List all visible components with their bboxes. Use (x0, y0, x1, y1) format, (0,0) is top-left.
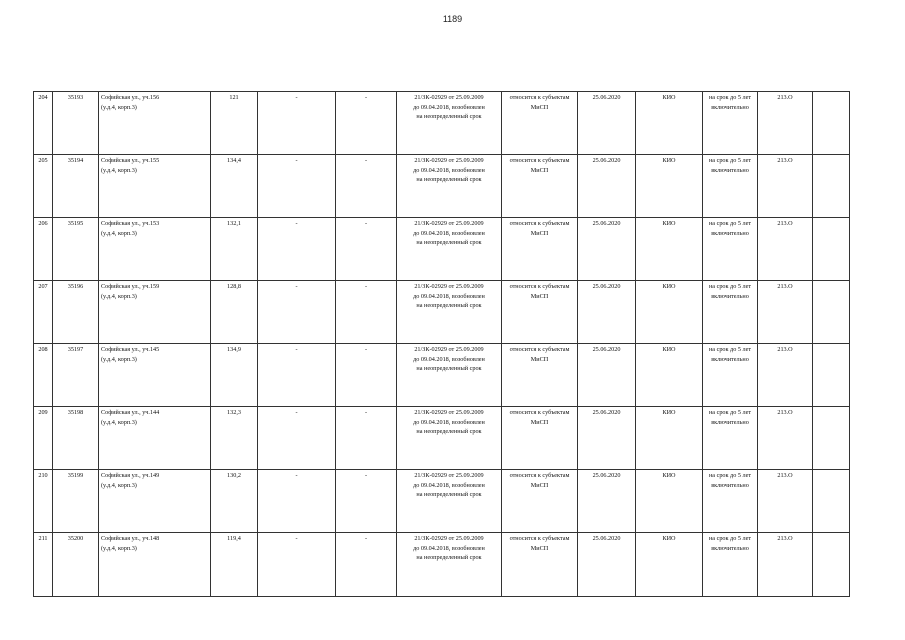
cell-doc3: на неопределенный срок (416, 491, 482, 498)
cell-note1: относится к субъектам (509, 220, 570, 227)
cell-date: 25.06.2020 (592, 283, 621, 290)
cell-dash2: - (364, 346, 368, 353)
category-cell (502, 218, 578, 281)
cell-dash2: - (364, 472, 368, 479)
cell-doc3: на неопределенный срок (416, 113, 482, 120)
area-cell (211, 470, 258, 533)
date-cell (578, 281, 636, 344)
organization-cell (636, 344, 703, 407)
term-cell (703, 407, 758, 470)
cell-dash2: - (364, 220, 368, 227)
document-cell (397, 533, 502, 597)
cell-dash1: - (295, 472, 298, 479)
cell-org: КИО (662, 94, 676, 101)
cell-code: 213.О (777, 472, 793, 479)
cell-doc1: 21/ЗК-02929 от 25.09.2009 (414, 535, 484, 542)
cell-note2: МиСП (530, 481, 549, 489)
table-row (34, 92, 850, 155)
cell-num: 204 (38, 94, 48, 101)
cell-addr2: (у.д.4, корп.3) (101, 166, 137, 174)
object-id (53, 218, 99, 281)
blank-cell (813, 470, 850, 533)
cell-addr1: Софийская ул., уч.149 (101, 472, 160, 479)
cell-org: КИО (662, 472, 676, 479)
term-cell (703, 92, 758, 155)
table-row (34, 344, 850, 407)
cell-addr2: (у.д.4, корп.3) (101, 103, 137, 111)
code-cell (758, 344, 813, 407)
page-number: 1189 (442, 14, 463, 24)
empty-cell-2 (336, 155, 397, 218)
area-cell (211, 92, 258, 155)
address-cell (99, 533, 211, 597)
code-cell (758, 407, 813, 470)
document-cell (397, 281, 502, 344)
cell-note2: МиСП (530, 418, 549, 426)
cell-dash1: - (295, 220, 298, 227)
cell-doc2: до 09.04.2018, возобновлен (413, 103, 485, 111)
date-cell (578, 533, 636, 597)
term-cell (703, 344, 758, 407)
cell-doc3: на неопределенный срок (416, 428, 482, 435)
organization-cell (636, 218, 703, 281)
cell-term2: включительно (711, 103, 749, 111)
cell-addr1: Софийская ул., уч.153 (101, 220, 160, 227)
row-number (34, 218, 53, 281)
organization-cell (636, 92, 703, 155)
cell-addr2: (у.д.4, корп.3) (101, 355, 137, 363)
cell-dash2: - (364, 409, 368, 416)
cell-term1: на срок до 5 лет (708, 409, 752, 416)
table-row (34, 533, 850, 597)
cell-doc2: до 09.04.2018, возобновлен (413, 166, 485, 174)
document-cell (397, 155, 502, 218)
cell-note1: относится к субъектам (509, 409, 570, 416)
organization-cell (636, 533, 703, 597)
cell-term2: включительно (711, 229, 749, 237)
cell-term1: на срок до 5 лет (708, 472, 752, 479)
cell-id: 35194 (67, 157, 84, 164)
term-cell (703, 533, 758, 597)
date-cell (578, 470, 636, 533)
blank-cell (813, 155, 850, 218)
cell-num: 205 (38, 157, 48, 164)
cell-area: 132,1 (227, 220, 241, 227)
cell-dash1: - (295, 283, 298, 290)
cell-note1: относится к субъектам (509, 157, 570, 164)
organization-cell (636, 407, 703, 470)
cell-num: 208 (38, 346, 48, 353)
term-cell (703, 155, 758, 218)
cell-addr2: (у.д.4, корп.3) (101, 418, 137, 426)
cell-note2: МиСП (530, 355, 549, 363)
cell-doc2: до 09.04.2018, возобновлен (413, 481, 485, 489)
empty-cell-2 (336, 470, 397, 533)
cell-dash2: - (364, 94, 368, 101)
category-cell (502, 281, 578, 344)
cell-note1: относится к субъектам (509, 535, 570, 542)
category-cell (502, 533, 578, 597)
term-cell (703, 218, 758, 281)
organization-cell (636, 281, 703, 344)
category-cell (502, 407, 578, 470)
cell-code: 213.О (777, 409, 793, 416)
term-cell (703, 281, 758, 344)
organization-cell (636, 155, 703, 218)
cell-org: КИО (662, 409, 676, 416)
cell-term2: включительно (711, 544, 749, 552)
cell-dash1: - (295, 346, 298, 353)
cell-doc1: 21/ЗК-02929 от 25.09.2009 (414, 94, 484, 101)
cell-term1: на срок до 5 лет (708, 157, 752, 164)
cell-doc1: 21/ЗК-02929 от 25.09.2009 (414, 472, 484, 479)
code-cell (758, 218, 813, 281)
cell-dash2: - (364, 157, 368, 164)
cell-term1: на срок до 5 лет (708, 283, 752, 290)
date-cell (578, 344, 636, 407)
empty-cell-1 (258, 218, 336, 281)
document-cell (397, 218, 502, 281)
cell-dash2: - (364, 283, 368, 290)
cell-note2: МиСП (530, 103, 549, 111)
blank-cell (813, 533, 850, 597)
object-id (53, 407, 99, 470)
cell-term2: включительно (711, 292, 749, 300)
empty-cell-1 (258, 92, 336, 155)
cell-date: 25.06.2020 (592, 157, 621, 164)
address-cell (99, 92, 211, 155)
cell-area: 119,4 (227, 535, 241, 542)
category-cell (502, 92, 578, 155)
cell-term1: на срок до 5 лет (708, 346, 752, 353)
row-number (34, 155, 53, 218)
cell-addr1: Софийская ул., уч.144 (101, 409, 160, 416)
cell-num: 211 (38, 535, 48, 542)
blank-cell (813, 218, 850, 281)
empty-cell-2 (336, 344, 397, 407)
cell-addr1: Софийская ул., уч.156 (101, 94, 160, 101)
cell-note1: относится к субъектам (509, 283, 570, 290)
object-id (53, 533, 99, 597)
cell-doc1: 21/ЗК-02929 от 25.09.2009 (414, 283, 484, 290)
empty-cell-2 (336, 407, 397, 470)
table-row (34, 407, 850, 470)
row-number (34, 533, 53, 597)
empty-cell-1 (258, 281, 336, 344)
cell-doc2: до 09.04.2018, возобновлен (413, 292, 485, 300)
cell-term2: включительно (711, 418, 749, 426)
cell-date: 25.06.2020 (592, 346, 621, 353)
cell-org: КИО (662, 157, 676, 164)
area-cell (211, 281, 258, 344)
cell-dash1: - (295, 157, 298, 164)
cell-area: 130,2 (227, 472, 241, 479)
cell-id: 35199 (67, 472, 84, 479)
cell-doc3: на неопределенный срок (416, 365, 482, 372)
cell-doc3: на неопределенный срок (416, 302, 482, 309)
area-cell (211, 155, 258, 218)
cell-doc1: 21/ЗК-02929 от 25.09.2009 (414, 346, 484, 353)
area-cell (211, 344, 258, 407)
row-number (34, 281, 53, 344)
object-id (53, 344, 99, 407)
cell-addr2: (у.д.4, корп.3) (101, 292, 137, 300)
register-table (33, 91, 850, 597)
cell-area: 134,4 (227, 157, 241, 164)
cell-doc2: до 09.04.2018, возобновлен (413, 229, 485, 237)
address-cell (99, 218, 211, 281)
blank-cell (813, 92, 850, 155)
cell-id: 35195 (67, 220, 84, 227)
cell-org: КИО (662, 283, 676, 290)
cell-note1: относится к субъектам (509, 94, 570, 101)
cell-addr2: (у.д.4, корп.3) (101, 481, 137, 489)
code-cell (758, 92, 813, 155)
blank-cell (813, 281, 850, 344)
object-id (53, 281, 99, 344)
category-cell (502, 344, 578, 407)
cell-doc2: до 09.04.2018, возобновлен (413, 418, 485, 426)
cell-addr2: (у.д.4, корп.3) (101, 229, 137, 237)
cell-date: 25.06.2020 (592, 409, 621, 416)
cell-code: 213.О (777, 283, 793, 290)
date-cell (578, 92, 636, 155)
cell-code: 213.О (777, 157, 793, 164)
table-row (34, 155, 850, 218)
cell-note2: МиСП (530, 166, 549, 174)
area-cell (211, 218, 258, 281)
empty-cell-1 (258, 470, 336, 533)
code-cell (758, 281, 813, 344)
cell-org: КИО (662, 346, 676, 353)
cell-doc2: до 09.04.2018, возобновлен (413, 355, 485, 363)
empty-cell-2 (336, 281, 397, 344)
cell-date: 25.06.2020 (592, 472, 621, 479)
cell-doc3: на неопределенный срок (416, 554, 482, 561)
blank-cell (813, 344, 850, 407)
cell-dash1: - (295, 535, 298, 542)
cell-area: 128,8 (227, 283, 241, 290)
category-cell (502, 470, 578, 533)
blank-cell (813, 407, 850, 470)
area-cell (211, 533, 258, 597)
cell-org: КИО (662, 535, 676, 542)
cell-doc1: 21/ЗК-02929 от 25.09.2009 (414, 157, 484, 164)
cell-addr2: (у.д.4, корп.3) (101, 544, 137, 552)
cell-doc1: 21/ЗК-02929 от 25.09.2009 (414, 220, 484, 227)
cell-dash1: - (295, 94, 298, 101)
address-cell (99, 407, 211, 470)
cell-id: 35193 (67, 94, 84, 101)
cell-doc3: на неопределенный срок (416, 239, 482, 246)
empty-cell-1 (258, 155, 336, 218)
cell-term1: на срок до 5 лет (708, 535, 752, 542)
date-cell (578, 155, 636, 218)
cell-note2: МиСП (530, 544, 549, 552)
empty-cell-1 (258, 533, 336, 597)
cell-id: 35200 (67, 535, 84, 542)
cell-code: 213.О (777, 94, 793, 101)
cell-note1: относится к субъектам (509, 346, 570, 353)
cell-id: 35198 (67, 409, 84, 416)
cell-dash1: - (295, 409, 298, 416)
table-row (34, 281, 850, 344)
cell-num: 206 (38, 220, 48, 227)
cell-addr1: Софийская ул., уч.145 (101, 346, 160, 353)
document-cell (397, 92, 502, 155)
cell-area: 132,3 (227, 409, 241, 416)
area-cell (211, 407, 258, 470)
cell-term2: включительно (711, 166, 749, 174)
address-cell (99, 155, 211, 218)
cell-area: 134,9 (227, 346, 241, 353)
row-number (34, 92, 53, 155)
cell-addr1: Софийская ул., уч.155 (101, 157, 160, 164)
row-number (34, 344, 53, 407)
cell-date: 25.06.2020 (592, 94, 621, 101)
date-cell (578, 218, 636, 281)
empty-cell-1 (258, 344, 336, 407)
empty-cell-2 (336, 218, 397, 281)
empty-cell-1 (258, 407, 336, 470)
term-cell (703, 470, 758, 533)
cell-code: 213.О (777, 220, 793, 227)
address-cell (99, 470, 211, 533)
cell-date: 25.06.2020 (592, 535, 621, 542)
cell-term2: включительно (711, 355, 749, 363)
cell-doc1: 21/ЗК-02929 от 25.09.2009 (414, 409, 484, 416)
cell-term1: на срок до 5 лет (708, 220, 752, 227)
cell-term1: на срок до 5 лет (708, 94, 752, 101)
address-cell (99, 281, 211, 344)
code-cell (758, 155, 813, 218)
cell-id: 35196 (67, 283, 84, 290)
cell-addr1: Софийская ул., уч.159 (101, 283, 160, 290)
cell-addr1: Софийская ул., уч.148 (101, 535, 160, 542)
cell-id: 35197 (67, 346, 84, 353)
organization-cell (636, 470, 703, 533)
document-cell (397, 407, 502, 470)
cell-area: 121 (229, 94, 239, 101)
empty-cell-2 (336, 92, 397, 155)
document-cell (397, 470, 502, 533)
table-body (34, 92, 850, 597)
date-cell (578, 407, 636, 470)
cell-doc2: до 09.04.2018, возобновлен (413, 544, 485, 552)
cell-note2: МиСП (530, 229, 549, 237)
cell-num: 209 (38, 409, 48, 416)
cell-note1: относится к субъектам (509, 472, 570, 479)
row-number (34, 470, 53, 533)
cell-term2: включительно (711, 481, 749, 489)
cell-num: 210 (38, 472, 48, 479)
empty-cell-2 (336, 533, 397, 597)
address-cell (99, 344, 211, 407)
cell-code: 213.О (777, 535, 793, 542)
table-row (34, 470, 850, 533)
cell-note2: МиСП (530, 292, 549, 300)
cell-org: КИО (662, 220, 676, 227)
cell-doc3: на неопределенный срок (416, 176, 482, 183)
cell-num: 207 (38, 283, 48, 290)
object-id (53, 470, 99, 533)
document-cell (397, 344, 502, 407)
category-cell (502, 155, 578, 218)
code-cell (758, 470, 813, 533)
cell-dash2: - (364, 535, 368, 542)
object-id (53, 155, 99, 218)
object-id (53, 92, 99, 155)
cell-code: 213.О (777, 346, 793, 353)
table-row (34, 218, 850, 281)
cell-date: 25.06.2020 (592, 220, 621, 227)
row-number (34, 407, 53, 470)
code-cell (758, 533, 813, 597)
